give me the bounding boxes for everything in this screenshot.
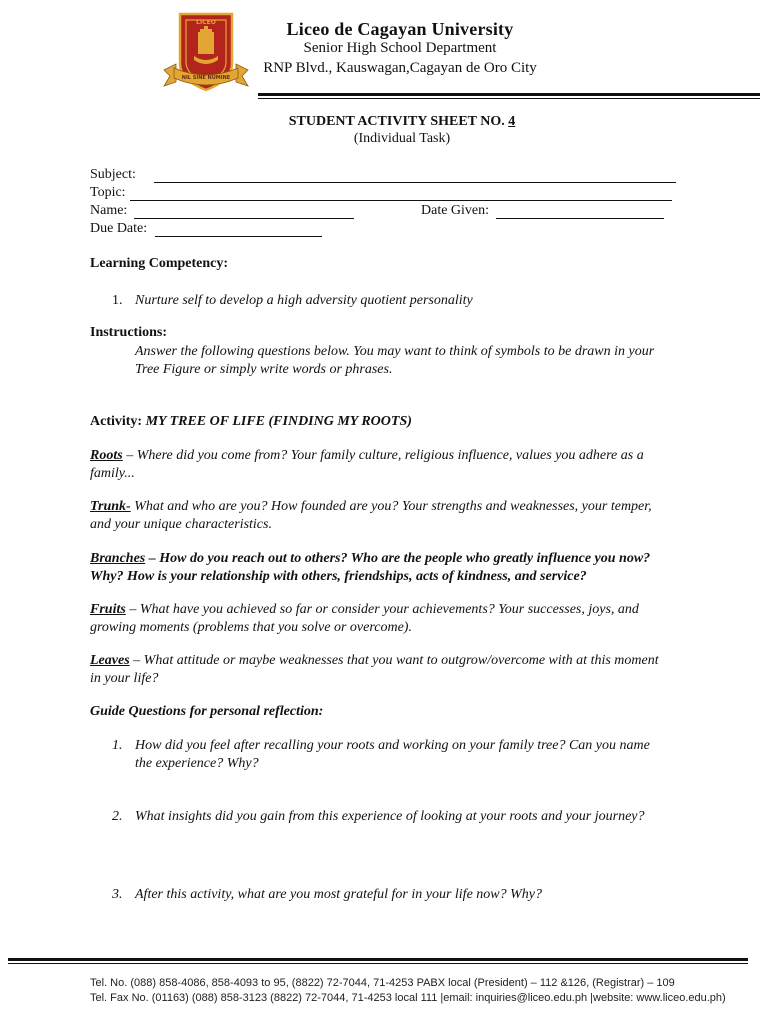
footer-rule (8, 958, 748, 961)
sheet-title (0, 114, 768, 130)
due-date-field[interactable] (155, 236, 322, 237)
activity-title (90, 413, 412, 431)
footer-rule-thin (8, 963, 748, 964)
topic-field[interactable] (130, 200, 672, 201)
fruits-line-2: growing moments (problems that you solve or overcome). (90, 620, 412, 635)
instructions-line-1: Answer the following questions below. You may want to think of symbols to be drawn in your (135, 344, 655, 359)
question-1-line-1: How did you feel after recalling your roots and working on your family tree? Can you name (135, 738, 650, 753)
competency-item-number: 1. (112, 293, 123, 308)
topic-label: Topic: (90, 185, 126, 200)
university-name: Liceo de Cagayan University (286, 19, 514, 39)
leaves-text: – What attitude or maybe weaknesses that you want to outgrow/overcome with at this moment (129, 653, 659, 668)
name-label: Name: (90, 203, 128, 218)
department-name: Senior High School Department (303, 40, 497, 56)
instructions-heading: Instructions: (90, 325, 168, 340)
instructions-line-2: Tree Figure or simply write words or phrases. (135, 362, 393, 377)
branches-label: Branches (90, 551, 146, 566)
leaves-line-2: in your life? (90, 671, 159, 686)
learning-competency-heading: Learning Competency: (90, 256, 229, 271)
trunk-label: Trunk- (90, 499, 131, 514)
activity-label: Activity: (90, 414, 146, 429)
footer-contact-line-1: Tel. No. (088) 858-4086, 858-4093 to 95, (8822) 72-7044, 71-4253 PABX local (President) – 112 &126, (Registrar) – 109 (90, 977, 675, 989)
fruits-line-1 (90, 601, 639, 619)
trunk-text: What and who are you? How founded are you? Your strengths and weaknesses, your temper, (130, 499, 652, 514)
header-rule-thin (258, 98, 760, 99)
trunk-line-2: and your unique characteristics. (90, 517, 272, 532)
logo-top-text: LICEO (196, 19, 216, 26)
branches-text: – How do you reach out to others? Who are the people who greatly influence you now? (145, 551, 651, 566)
leaves-line-1 (90, 652, 659, 670)
branches-line-2: Why? How is your relationship with others, friendships, acts of kindness, and service? (90, 569, 587, 584)
question-1-number: 1. (112, 738, 123, 753)
question-3-line-1: After this activity, what are you most grateful for in your life now? Why? (135, 887, 542, 902)
header-rule (258, 93, 760, 96)
sheet-number: 4 (508, 114, 516, 129)
roots-line-2: family... (90, 466, 135, 481)
due-date-label: Due Date: (90, 221, 148, 236)
competency-item-text: Nurture self to develop a high adversity quotient personality (135, 293, 473, 308)
subject-field[interactable] (154, 182, 676, 183)
fruits-text: – What have you achieved so far or consider your achievements? Your successes, joys, and (125, 602, 639, 617)
guide-questions-heading: Guide Questions for personal reflection: (90, 704, 324, 719)
question-3-number: 3. (112, 887, 123, 902)
roots-text: – Where did you come from? Your family culture, religious influence, values you adhere as a (122, 448, 644, 463)
question-1-line-2: the experience? Why? (135, 756, 259, 771)
sheet-title-prefix: STUDENT ACTIVITY SHEET NO. (288, 114, 509, 129)
roots-line-1 (90, 447, 644, 465)
date-given-field[interactable] (496, 218, 664, 219)
question-2-number: 2. (112, 809, 123, 824)
question-2-line-1: What insights did you gain from this experience of looking at your roots and your journey? (135, 809, 645, 824)
university-address: RNP Blvd., Kauswagan,Cagayan de Oro City (263, 60, 537, 76)
sheet-subtitle: (Individual Task) (353, 131, 451, 146)
leaves-label: Leaves (90, 653, 130, 668)
name-field[interactable] (134, 218, 354, 219)
trunk-line-1 (90, 498, 652, 516)
logo-motto: NIL SINE NUMINE (181, 75, 231, 81)
activity-name: MY TREE OF LIFE (FINDING MY ROOTS) (145, 414, 412, 429)
branches-line-1 (90, 550, 650, 568)
fruits-label: Fruits (90, 602, 126, 617)
subject-label: Subject: (90, 167, 136, 182)
roots-label: Roots (90, 448, 123, 463)
date-given-label: Date Given: (421, 203, 490, 218)
footer-contact-line-2: Tel. Fax No. (01163) (088) 858-3123 (8822) 72-7044, 71-4253 local 111 |email: inquiries@liceo.edu.ph |website: www.liceo.edu.ph) (90, 992, 726, 1004)
